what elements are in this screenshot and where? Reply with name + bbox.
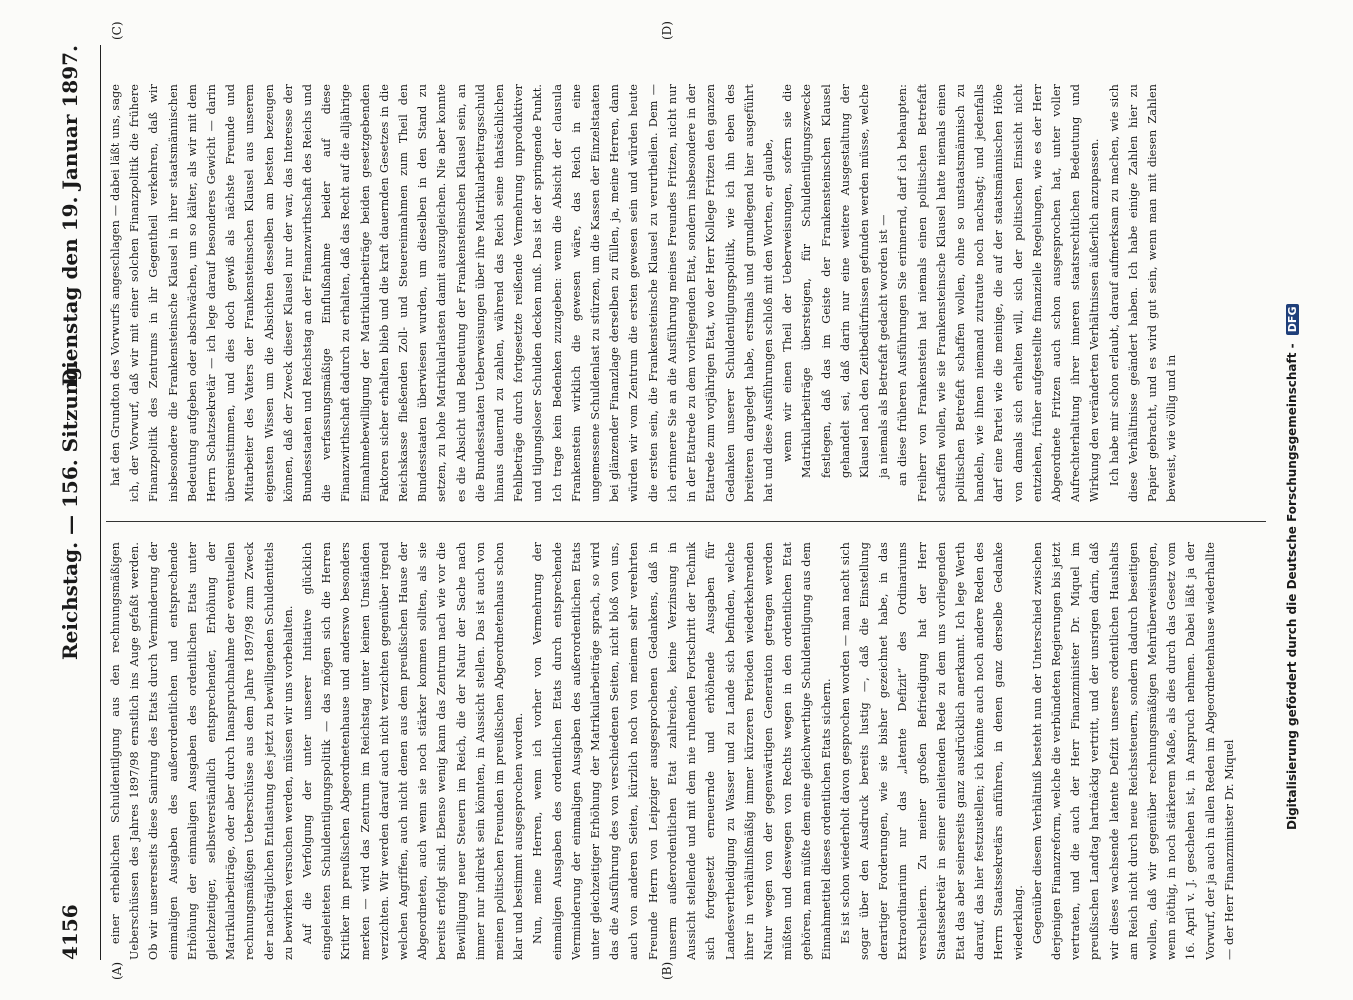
margin-marker-d: (D) <box>660 21 674 40</box>
paragraph: Nun, meine Herren, wenn ich vorher von Vermehrung der einmaligen Ausgaben des ordentlichen Etats durch entsprechende Verminderung der einmaligen Ausgaben des außerordentlichen Etats unter gleichzeitiger Erhöhung der Matrikularbeiträge sprach, so wird das die Ausführung des von verschiedenen Seiten, nicht bloß von uns, auch von anderen Seiten, kürzlich noch von meinem sehr verehrten Freunde Herrn von Leipziger ausgesprochenen Gedankens, daß in unserm außerordentlichen Etat zahlreiche, keine Verzinsung in Aussicht stellende und mit dem nie ruhenden Fortschritt der Technik sich fortgesetzt erneuernde und erhöhende Ausgaben für Landesvertheidigung zu Wasser und zu Lande sich befinden, welche ihrer in verhältnißmäßig immer kürzeren Perioden wiederkehrenden Natur wegen von der gegenwärtigen Generation getragen werden müßten und deswegen von Rechts wegen in den ordentlichen Etat gehören, man müßte dem eine gleichwerthige Schuldentilgung aus dem Einnahmetitel dieses ordentlichen Etats sichern. <box>531 542 833 960</box>
paragraph: Gegenüber diesem Verhältniß besteht nun der Unterschied zwischen derjenigen Finanzreform, welche die verbündeten Regierungen bis jetzt vertraten, und die auch der Herr Finanzminister Dr. Miquel im preußischen Landtag hartnäckig vertritt, und der unsrigen darin, daß wir dieses wachsende latente Defizit unseres ordentlichen Haushalts am Reich nicht durch neue Reichssteuern, sondern dadurch beseitigen wollen, daß wir gegenüber rechnungsmäßigen Mehrüberweisungen, wenn nöthig, in noch stärkerem Maße, als dies durch das Gesetz vom 16. April v. J. geschehen ist, in Anspruch nehmen. Dabei läßt ja der Vorwurf, der ja auch in allen Reden im Abgeordnetenhause wiederhallte — der Herr Finanzminister Dr. Miquel <box>1030 542 1236 960</box>
paragraph: einer erheblichen Schuldentilgung aus den rechnungsmäßigen Ueberschüssen des Jahres 1897/98 ernstlich ins Auge gefaßt werden. Ob wir unsererseits diese Sanirung des Etats durch Verminderung der einmaligen Ausgaben des außerordentlichen und entsprechende Erhöhung der einmaligen Ausgaben des ordentlichen Etats unter gleichzeitiger, selbstverständlich entsprechender, Erhöhung der Matrikularbeiträge, oder aber durch Inanspruchnahme der eventuellen rechnungsmäßigen Ueberschüsse aus dem Jahre 1897/98 zum Zweck der nachträglichen Entlastung des jetzt zu bewilligenden Schuldentitels zu bewirken versuchen werden, müssen wir uns vorbehalten. <box>109 542 295 960</box>
paragraph: Ich habe mir schon erlaubt, darauf aufmerksam zu machen, wie sich diese Verhältnisse geändert haben. Ich habe einige Zahlen hier zu Papier gebracht, und es wird gut sein, wenn man mit diesen Zahlen beweist, wie völlig und in <box>1107 84 1179 502</box>
column-divider <box>106 521 1266 522</box>
margin-marker-a: (A) <box>110 961 124 980</box>
dfg-logo: DFG <box>1286 304 1299 336</box>
right-column <box>106 84 1266 502</box>
digitization-footer <box>1285 304 1299 830</box>
quoted-paragraph: wenn wir einen Theil der Ueberweisungen, sofern sie die Matrikularbeiträge übersteigen, für Schuldentilgungszwecke festlegen, daß das im Geiste der Frankensteinschen Klausel gehandelt sei, daß darin nur eine weitere Ausgestaltung der Klausel nach den Zeitbedürfnissen gefunden werden müsse, welche ja niemals als Betrefaft gedacht worden ist — <box>781 84 891 478</box>
paragraph: an diese früheren Ausführungen Sie erinnernd, darf ich behaupten: Freiherr von Frankenstein hat niemals einen politischen Betrefaft schaffen wollen, wie sie Frankensteinsche Klausel hatte niemals einen politischen Betrefaft schaffen wollen, ohne so unstaatsmännisch zu handeln, wie ihnen niemand zutraute noch nachsagt; und jedenfalls darf eine Partei wie die meinige, die auf der staatsmännischen Höhe von damals sich erhalten will, sich der politischen Einsicht nicht entziehen, früher aufgestellte finanzielle Regelungen, wie es der Herr Abgeordnete Fritzen auch schon ausgesprochen hat, unter voller Aufrechterhaltung ihrer inneren staatsrechtlichen Bedeutung und Wirkung den veränderten Verhältnissen äußerlich anzupassen. <box>896 84 1102 502</box>
page-number: 4156 <box>58 904 82 960</box>
paragraph: Es ist schon wiederholt davon gesprochen worden — man nacht sich sogar über den Ausdruck bereits lustig —, daß die Einstellung derartiger Forderungen, wie sie bisher gezeichnet habe, in das Extraordinarium nur das „latente Defizit“ des Ordinariums verschleiern. Zu meiner großen Befriedigung hat der Herr Staatssekretär in seiner einleitenden Rede zu dem uns vorliegenden Etat das aber seinerseits ganz ausdrücklich anerkannt. Ich lege Werth darauf, das hier festzustellen; ich könnte auch noch andere Reden des Herrn Staatssekretärs anführen, in denen ganz derselbe Gedanke wiederklang. <box>838 542 1025 960</box>
session-date: Dienstag den 19. Januar 1897. <box>58 45 82 387</box>
paragraph: Auf die Verfolgung der unter unserer Initiative glücklich eingeleiteten Schuldentilgungspolitik — das mögen sich die Herren Kritiker im preußischen Abgeordnetenhause und anderswo besonders merken — wird das Zentrum im Reichstag unter keinen Umständen verzichten. Wir werden darauf auch nicht verzichten gegenüber irgend welchen Angriffen, auch nicht denen aus dem preußischen Hause der Abgeordneten, auch wenn sie noch stärker kommen sollten, als sie bereits erfolgt sind. Ebenso wenig kann das Zentrum nach wie vor die Bewilligung neuer Steuern im Reich, die der Natur der Sache nach immer nur indirekt sein könnten, in Aussicht stellen. Das ist auch von meinen politischen Freunden im preußischen Abgeordnetenhaus schon klar und bestimmt ausgesprochen worden. <box>301 542 526 960</box>
session-title: Reichstag. — 156. Sitzung. <box>58 359 82 660</box>
footer-text: Digitalisierung gefördert durch die Deutsche Forschungsgemeinschaft - <box>1285 343 1299 830</box>
paragraph: hat den Grundton des Vorwurfs angeschlagen — dabei läßt uns, sage ich, der Vorwurf, daß wir mit einer solchen Finanzpolitik die frühere Finanzpolitik des Zentrums in ihr Gegentheil verkehren, daß wir insbesondere die Frankensteinsche Klausel in ihrer staatsmännischen Bedeutung aufgeben oder abschwächen, um so kälter, als wir mit dem Herrn Schatzsekretär — ich lege darauf besonderes Gewicht — darin übereinstimmen, und dies doch gewiß als nächste Freunde und Mitarbeiter des Vaters der Frankensteinschen Klausel aus unserem eigensten Wissen um die Absichten desselben am besten bezeugen können, daß der Zweck dieser Klausel nur der war, das Interesse der Bundesstaaten und Reichstag an der Finanzwirthschaft des Reichs und die verfassungsmäßige Einflußnahme beider auf diese Finanzwirthschaft dadurch zu erhalten, daß das Recht auf die alljährige Einnahmebewilligung der Matrikularbeiträge beiden gesetzgebenden Faktoren sicher erhalten blieb und die kraft dauernden Gesetzes in die Reichskasse fließenden Zoll- und Steuereinnahmen zum Theil den Bundesstaaten überwiesen wurden, um dieselben in den Stand zu setzen, zu hohe Matrikularlasten damit auszugleichen. Nie aber konnte es die Absicht und Bedeutung der Frankensteinschen Klausel sein, an die Bundesstaaten Ueberweisungen über ihre Matrikularbeitragsschuld hinaus dauernd zu zahlen, während das Reich seine thatsächlichen Fehlbeträge durch fortgesetzte reißende Vermehrung unproduktiver und tilgungsloser Schulden decken muß. Das ist der springende Punkt. Ich trage kein Bedenken zuzugeben: wenn die Absicht der clausula Frankenstein wirklich die gewesen wäre, das Reich in eine ungemessene Schuldenlast zu stürzen, um die Kassen der Einzelstaaten bei glänzender Finanzlage derselben zu füllen, ja, meine Herren, dann würden wir vom Zentrum die ersten gewesen sein und würden heute die ersten sein, die Frankensteinsche Klausel zu verurtheilen. Dem — ich erinnere Sie an die Ausführung meines Freundes Fritzen, nicht nur in der Etatrede zu dem vorliegenden Etat, sondern insbesondere in der Etatrede zum vorjährigen Etat, wo der Herr Kollege Fritzen den ganzen Gedanken unserer Schuldentilgungspolitik, wie ich ihn eben des breiteren dargelegt habe, erstmals und grundlegend hier ausgeführt hat und diese Ausführungen schloß mit den Worten, er glaube, <box>109 84 775 502</box>
left-column <box>106 542 1266 960</box>
header-rule <box>100 45 101 960</box>
margin-marker-c: (C) <box>110 21 124 40</box>
page-header <box>58 45 98 960</box>
margin-marker-b: (B) <box>660 961 674 980</box>
